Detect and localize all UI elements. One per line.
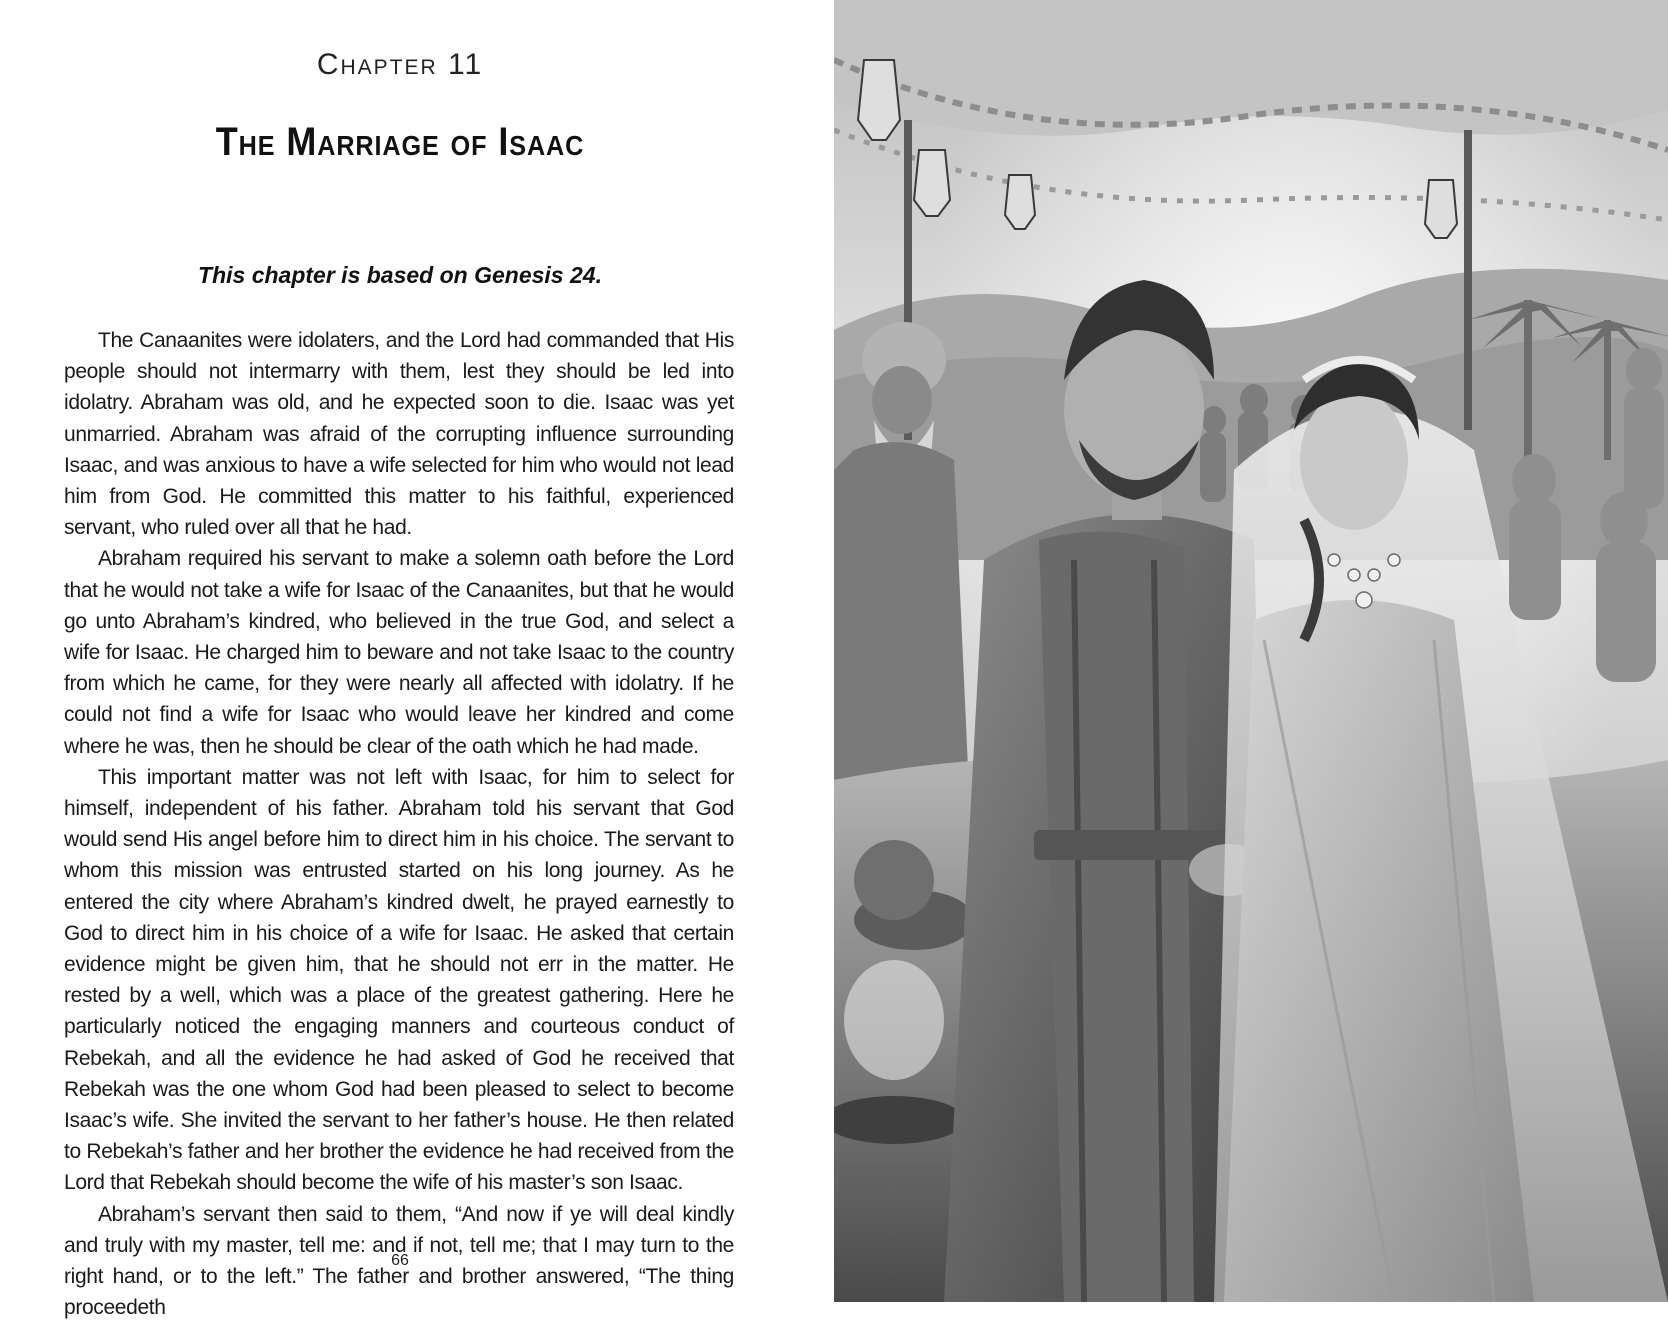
page-number: 66 <box>391 1252 409 1269</box>
paragraph: Abraham’s servant then said to them, “And now if ye will deal kindly and truly with my master, tell me: and if not, tell me; that I may turn to the right hand, or to the left.” The father and brother answered, “The thing proceedeth <box>64 1202 734 1320</box>
paragraph: Abraham required his servant to make a solemn oath before the Lord that he would not take a wife for Isaac of the Canaanites, but that he would go unto Abraham’s kindred, who believed in the true God, and select a wife for Isaac. He charged him to beware and not take Isaac to the country from which he came, for they were nearly all affected with idolatry. If he could not find a wife for Isaac who would leave her kindred and come where he was, then he should be clear of the oath which he had made. <box>64 547 734 758</box>
paragraph: The Canaanites were idolaters, and the Lord had commanded that His people should not intermarry with them, lest they should be led into idolatry. Abraham was old, and he expected soon to die. Isaac was yet unmarried. Abraham was afraid of the corrupting influence surrounding Isaac, and was anxious to have a wife selected for him who would not lead him from God. He committed this matter to his faithful, experienced servant, who ruled over all that he had. <box>64 329 734 540</box>
illustration-art <box>834 0 1668 1302</box>
wedding-scene-illustration <box>834 0 1668 1302</box>
chapter-title: The Marriage of Isaac <box>215 120 585 164</box>
chapter-body <box>64 325 734 1324</box>
text-page <box>0 0 834 1320</box>
paragraph: This important matter was not left with Isaac, for him to select for himself, independent of his father. Abraham told his servant that God would send His angel before him to direct him in his choice. The servant to whom this mission was entrusted started on his long journey. As he entered the city where Abraham’s kindred dwelt, he prayed earnestly to God to direct him in his choice of a wife for Isaac. He asked that certain evidence might be given him, that he should not err in the matter. He rested by a well, which was a place of the greatest gathering. Here he particularly noticed the engaging manners and courteous conduct of Rebekah, and all the evidence he had asked of God he received that Rebekah was the one whom God had been pleased to select to become Isaac’s wife. She invited the servant to her father’s house. He then related to Rebekah’s father and her brother the evidence he had received from the Lord that Rebekah should become the wife of his master’s son Isaac. <box>64 765 734 1195</box>
chapter-label: Chapter 11 <box>316 48 484 81</box>
scripture-reference: This chapter is based on Genesis 24. <box>198 262 602 288</box>
